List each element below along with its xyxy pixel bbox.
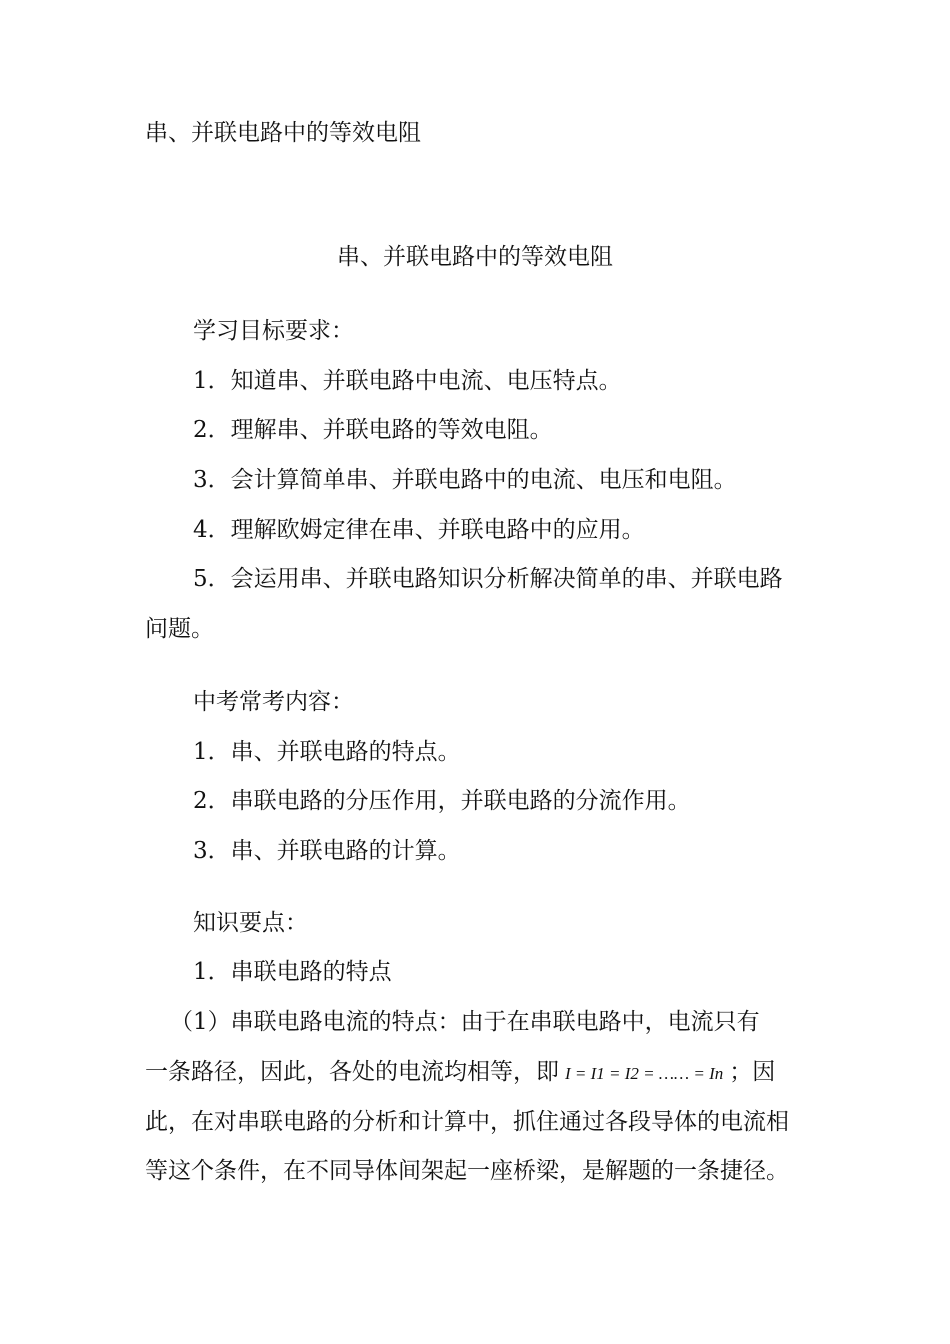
knowledge-paragraph-line-1: （1）串联电路电流的特点：由于在串联电路中，电流只有: [170, 1009, 760, 1035]
document-header-title: 串、并联电路中的等效电阻: [145, 120, 421, 146]
page-title: 串、并联电路中的等效电阻: [337, 244, 613, 270]
exam-item-1: 1．串、并联电路的特点。: [193, 739, 461, 765]
objective-item-1: 1．知道串、并联电路中电流、电压特点。: [193, 368, 622, 394]
knowledge-paragraph-line-3: 此，在对串联电路的分析和计算中，抓住通过各段导体的电流相: [145, 1109, 789, 1135]
paragraph-text: ；因: [729, 1059, 776, 1085]
objective-item-5-cont: 问题。: [145, 616, 214, 642]
objective-item-2: 2．理解串、并联电路的等效电阻。: [193, 417, 553, 443]
current-equality-formula: I = I1 = I2 = …… = In: [565, 1064, 724, 1083]
paragraph-text: 一条路径，因此，各处的电流均相等，即: [145, 1059, 559, 1085]
objective-item-3: 3．会计算简单串、并联电路中的电流、电压和电阻。: [193, 467, 737, 493]
objective-item-4: 4．理解欧姆定律在串、并联电路中的应用。: [193, 517, 645, 543]
objective-item-5: 5．会运用串、并联电路知识分析解决简单的串、并联电路: [193, 566, 783, 592]
knowledge-heading: 知识要点：: [193, 910, 308, 936]
knowledge-paragraph-line-2: [145, 1057, 775, 1089]
exam-item-3: 3．串、并联电路的计算。: [193, 838, 461, 864]
exam-heading: 中考常考内容：: [193, 689, 354, 715]
knowledge-subheading: 1．串联电路的特点: [193, 959, 392, 985]
knowledge-paragraph-line-4: 等这个条件，在不同导体间架起一座桥梁，是解题的一条捷径。: [145, 1158, 789, 1184]
objectives-heading: 学习目标要求：: [193, 318, 354, 344]
exam-item-2: 2．串联电路的分压作用，并联电路的分流作用。: [193, 788, 691, 814]
